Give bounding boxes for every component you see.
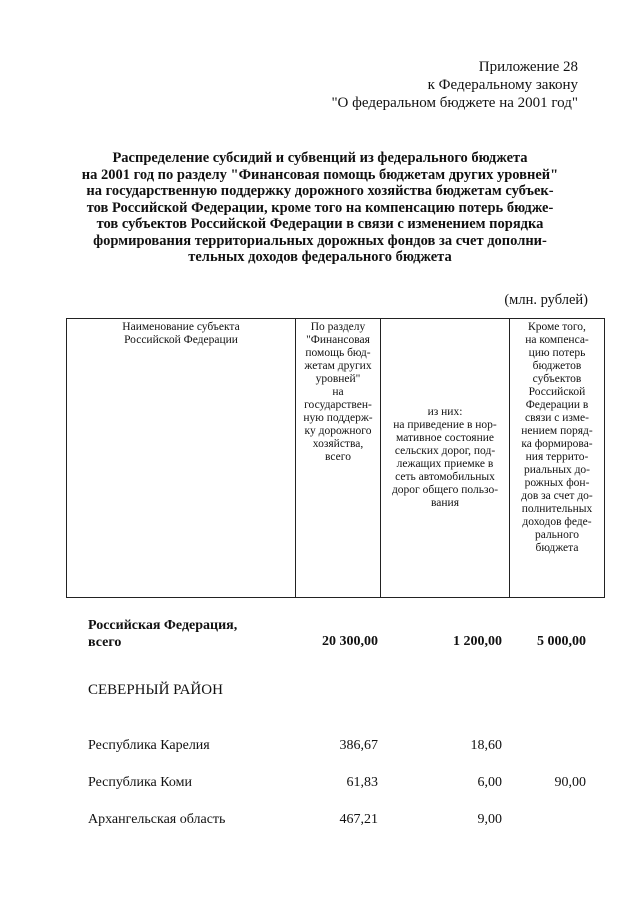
table-row-total — [88, 606, 586, 651]
appendix-number: Приложение 28 — [478, 59, 578, 75]
header-line: бюджетов — [532, 360, 582, 372]
table-row — [88, 791, 586, 828]
header-line: всего — [325, 451, 351, 463]
title-line: тов субъектов Российской Федерации в связи с изменением порядка — [96, 216, 544, 232]
header-line: Кроме того, — [528, 321, 586, 333]
header-line: уровней" — [315, 373, 361, 385]
header-line: Российской Федерации — [124, 334, 238, 346]
cell-roads: 6,00 — [477, 775, 502, 790]
title-line: на 2001 год по разделу "Финансовая помощь бюджетам других уровней" — [81, 166, 559, 183]
table-row-district — [88, 681, 586, 699]
header-line: "Финансовая — [306, 334, 370, 346]
row-name — [88, 606, 288, 651]
district-name: СЕВЕРНЫЙ РАЙОН — [88, 682, 223, 698]
cell-roads: 18,60 — [470, 738, 502, 753]
header-line: из них: — [427, 406, 463, 418]
header-line: ния террито- — [525, 451, 589, 463]
row-name: Республика Карелия — [88, 738, 210, 753]
title-line: Распределение субсидий и субвенций из федерального бюджета — [112, 150, 528, 166]
header-line: помощь бюд- — [305, 347, 371, 359]
cell-total: 61,83 — [346, 775, 378, 790]
appendix-header — [331, 58, 578, 112]
header-line: доходов феде- — [522, 516, 592, 528]
row-name: Республика Коми — [88, 775, 192, 790]
header-line: ную поддерж- — [303, 412, 373, 424]
cell-roads: 1 200,00 — [453, 634, 502, 649]
column-header-table — [66, 318, 605, 598]
header-line: хозяйства, — [312, 438, 364, 450]
header-line: лежащих приемке в — [396, 458, 494, 470]
document-title — [70, 150, 570, 266]
table-row — [88, 717, 586, 754]
header-line: нением поряд- — [521, 425, 593, 437]
table-row — [88, 754, 586, 791]
cell-compensation: 5 000,00 — [537, 634, 586, 649]
header-line: цию потерь — [528, 347, 586, 359]
header-line: риальных до- — [523, 464, 591, 476]
header-line: Наименование субъекта — [122, 321, 240, 333]
header-line: ка формирова- — [521, 438, 593, 450]
title-line: на государственную поддержку дорожного хозяйства бюджетам субъек- — [86, 183, 554, 199]
header-line: сельских дорог, под- — [394, 445, 496, 457]
title-line: тельных доходов федерального бюджета — [188, 249, 452, 265]
header-line: дорог общего пользо- — [391, 484, 499, 496]
column-header-total — [296, 319, 381, 598]
appendix-law-title: "О федеральном бюджете на 2001 год" — [331, 95, 578, 111]
title-line: тов Российской Федерации, кроме того на компенсацию потерь бюдже- — [86, 199, 554, 216]
header-line: рожных фон- — [524, 477, 590, 489]
header-line: на компенса- — [525, 334, 589, 346]
data-table — [88, 606, 586, 828]
cell-roads: 9,00 — [477, 812, 502, 827]
column-header-roads — [381, 319, 510, 598]
header-line: связи с изме- — [525, 412, 589, 424]
cell-total: 20 300,00 — [322, 634, 378, 649]
row-name-line: всего — [88, 635, 122, 650]
column-header-compensation — [510, 319, 605, 598]
cell-compensation — [502, 717, 586, 754]
header-line: бюджета — [535, 542, 579, 554]
row-name: Архангельская область — [88, 812, 226, 827]
header-line: государствен- — [304, 399, 372, 411]
header-line: дов за счет до- — [521, 490, 593, 502]
cell-total: 386,67 — [339, 738, 378, 753]
header-line: Федерации в — [525, 399, 589, 411]
header-line: сеть автомобильных — [395, 471, 495, 483]
cell-compensation — [502, 791, 586, 828]
header-line: рального — [534, 529, 580, 541]
units-label: (млн. рублей) — [504, 292, 588, 308]
row-name-line: Российская Федерация, — [88, 618, 238, 633]
header-line: субъектов — [532, 373, 582, 385]
header-line: Российской — [528, 386, 586, 398]
header-line: жетам других — [304, 360, 372, 372]
header-line: По разделу — [310, 321, 366, 333]
header-line: вания — [431, 497, 459, 509]
appendix-law: к Федеральному закону — [427, 77, 578, 93]
header-line: полнительных — [521, 503, 593, 515]
cell-compensation: 90,00 — [554, 775, 586, 790]
header-line: мативное состояние — [396, 432, 494, 444]
header-line: на приведение в нор- — [393, 419, 497, 431]
title-line: формирования территориальных дорожных фондов за счет дополни- — [93, 232, 547, 249]
column-header-name — [67, 319, 296, 598]
header-line: ку дорожного — [304, 425, 372, 437]
header-line: на — [332, 386, 344, 398]
cell-total: 467,21 — [339, 812, 378, 827]
